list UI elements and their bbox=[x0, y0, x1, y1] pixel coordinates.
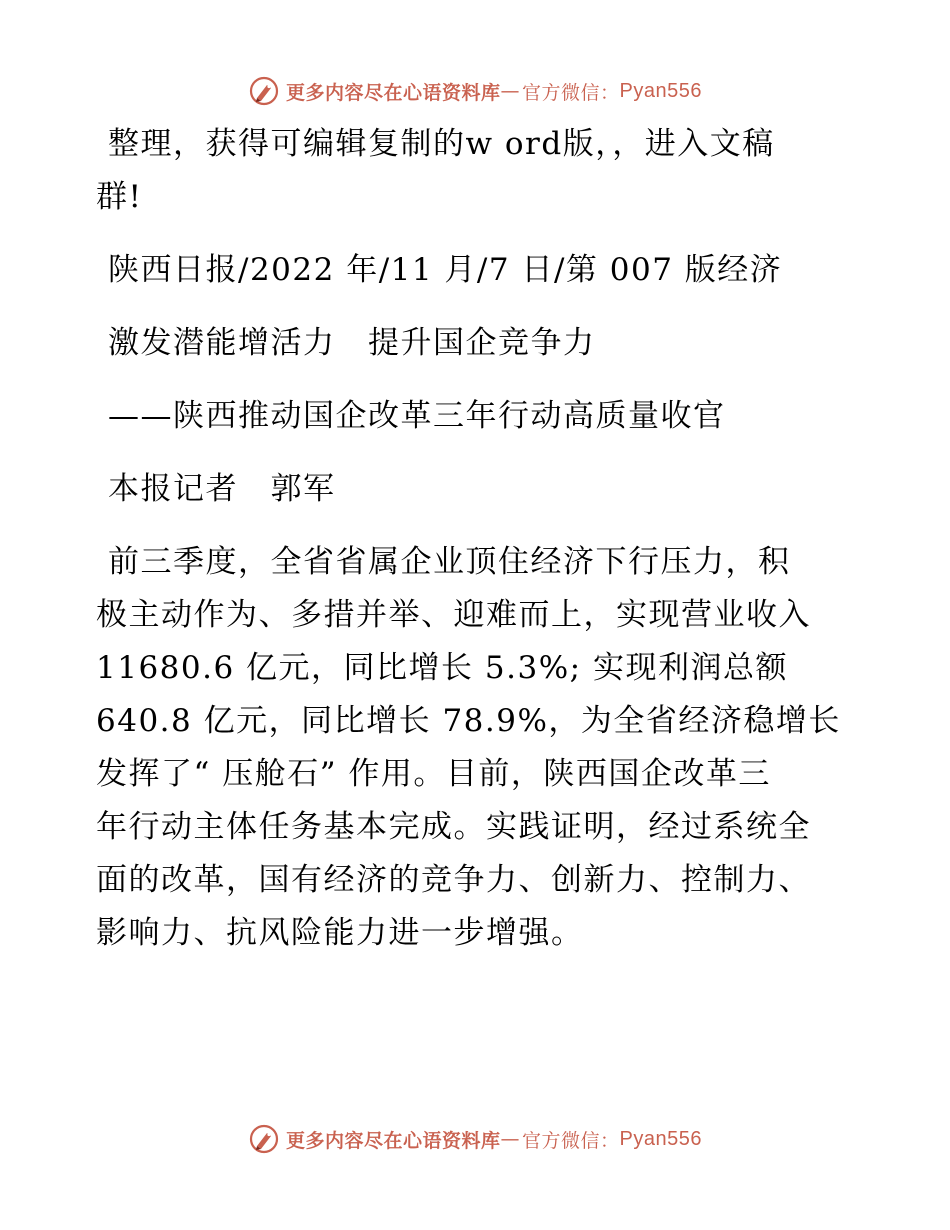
watermark-footer bbox=[0, 1122, 950, 1156]
paragraph-line: 11680.6 亿元，同比增长 5.3%; 实现利润总额 bbox=[96, 650, 788, 686]
intro-line-1: 整理，获得可编辑复制的w ord版，，进入文稿 bbox=[108, 126, 775, 162]
watermark-dash: — bbox=[500, 80, 521, 102]
source-line: 陕西日报/2022 年/11 月/7 日/第 007 版经济 bbox=[108, 252, 783, 288]
paragraph-line: 640.8 亿元，同比增长 78.9%，为全省经济稳增长 bbox=[96, 703, 841, 739]
paragraph-line: 年行动主体任务基本完成。实践证明，经过系统全 bbox=[96, 809, 811, 845]
article-paragraph bbox=[96, 536, 856, 960]
watermark-wechat-id: Pyan556 bbox=[619, 79, 702, 102]
watermark-main-text: 更多内容尽在心语资料库 bbox=[286, 81, 501, 104]
paragraph-line: 影响力、抗风险能力进一步增强。 bbox=[96, 915, 584, 951]
paragraph-line: 极主动作为、多措并举、迎难而上，实现营业收入 bbox=[96, 597, 811, 633]
watermark-main-text: 更多内容尽在心语资料库 bbox=[286, 1129, 501, 1152]
pen-logo-icon bbox=[248, 1123, 280, 1155]
watermark-wechat-id: Pyan556 bbox=[619, 1127, 702, 1150]
watermark-dash: — bbox=[500, 1128, 521, 1150]
pen-logo-icon bbox=[248, 75, 280, 107]
headline: 激发潜能增活力 提升国企竞争力 bbox=[108, 325, 596, 361]
paragraph-line: 发挥了“ 压舱石” 作用。目前，陕西国企改革三 bbox=[96, 756, 771, 792]
watermark-official-label: 官方微信： bbox=[522, 81, 620, 104]
paragraph-line: 前三季度，全省省属企业顶住经济下行压力，积 bbox=[108, 544, 791, 580]
watermark-header bbox=[0, 74, 950, 108]
subheadline: ——陕西推动国企改革三年行动高质量收官 bbox=[108, 398, 726, 434]
byline: 本报记者 郭军 bbox=[108, 471, 336, 507]
intro-line-2: 群! bbox=[96, 179, 143, 215]
paragraph-line: 面的改革，国有经济的竞争力、创新力、控制力、 bbox=[96, 862, 811, 898]
document-body bbox=[96, 118, 856, 960]
watermark-official-label: 官方微信： bbox=[522, 1129, 620, 1152]
